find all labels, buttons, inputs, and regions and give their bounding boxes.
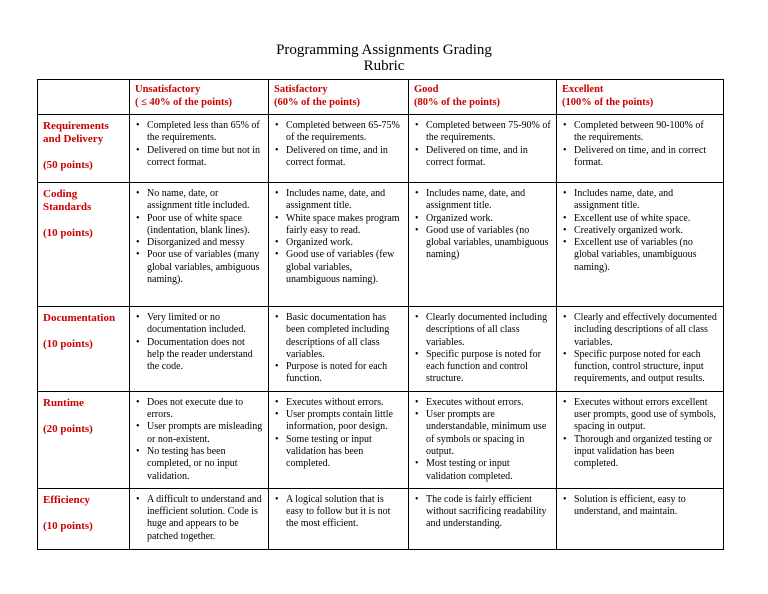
rubric-bullet: • Delivered on time but not in correct format. [147,145,263,170]
rubric-bullet: • Organized work. [286,237,403,249]
header-name: Good [414,84,439,95]
rubric-bullet: • Delivered on time, and in correct format. [426,145,551,170]
header-name: Satisfactory [274,84,328,95]
rating-cell [557,183,724,307]
rubric-bullet: • Completed between 75-90% of the requirements. [426,120,551,145]
header-name: Unsatisfactory [135,84,201,95]
criterion-cell [38,488,130,549]
rating-cell [130,307,269,392]
criterion-label: Coding Standards [43,188,92,213]
rubric-table [37,79,724,550]
rating-cell [269,183,409,307]
rubric-bullet: • Poor use of variables (many global variables, ambiguous naming). [147,249,263,286]
rating-cell [409,307,557,392]
header-range: (60% of the points) [274,97,361,108]
rating-cell [130,488,269,549]
rubric-bullet: • Delivered on time, and in correct format. [286,145,403,170]
rating-bullets [135,494,263,543]
criterion-cell [38,115,130,183]
rating-bullets [135,397,263,483]
rating-cell [269,391,409,488]
criterion-points: (50 points) [43,159,93,171]
rubric-bullet: • Thorough and organized testing or input validation has been completed. [574,434,718,471]
criterion-label: Runtime [43,396,84,409]
rubric-bullet: • Some testing or input validation has been completed. [286,434,403,471]
rubric-bullet: • Clearly documented including descriptions of all class variables. [426,312,551,349]
rating-bullets [135,188,263,286]
rating-bullets [274,188,403,286]
rating-bullets [135,312,263,373]
header-corner [38,80,130,115]
rating-bullets [274,312,403,386]
rating-bullets [274,494,403,531]
rubric-bullet: • No name, date, or assignment title included. [147,188,263,213]
rubric-bullet: • Most testing or input validation completed. [426,458,551,483]
criterion-label: Efficiency [43,493,91,506]
header-excellent [557,80,724,115]
rating-cell [130,391,269,488]
rubric-bullet: • Excellent use of variables (no global variables, unambiguous naming). [574,237,718,274]
criterion-label: Documentation [43,312,116,324]
rubric-bullet: • Very limited or no documentation included. [147,312,263,337]
title-line-2: Rubric [363,58,405,74]
rubric-bullet: • White space makes program fairly easy to read. [286,213,403,238]
rubric-bullet: • Good use of variables (no global variables, unambiguous naming) [426,225,551,262]
rating-bullets [274,397,403,471]
rubric-bullet: • Executes without errors. [286,397,403,409]
rating-cell [557,115,724,183]
criterion-label: Requirements and Delivery [43,120,109,145]
rubric-bullet: • Clearly and effectively documented including descriptions of all class variables. [574,312,718,349]
rubric-bullet: • User prompts are understandable, minimum use of symbols or spacing in output. [426,409,551,458]
header-range: (80% of the points) [414,97,501,108]
table-row [38,488,724,549]
rating-cell [409,115,557,183]
rubric-bullet: • No testing has been completed, or no input validation. [147,446,263,483]
criterion-cell [38,183,130,307]
rubric-bullet: • Organized work. [426,213,551,225]
rating-cell [409,391,557,488]
rating-cell [130,183,269,307]
rubric-bullet: • A logical solution that is easy to follow but it is not the most efficient. [286,494,403,531]
rating-cell [269,115,409,183]
table-row [38,183,724,307]
header-name: Excellent [562,84,604,95]
criterion-cell [38,307,130,392]
rubric-bullet: • A difficult to understand and inefficient solution. Code is huge and appears to be patched together. [147,494,263,543]
rating-cell [269,488,409,549]
rubric-bullet: • Documentation does not help the reader understand the code. [147,337,263,374]
rating-bullets [562,312,718,386]
header-range: (100% of the points) [562,97,654,108]
rubric-bullet: • Completed between 90-100% of the requirements. [574,120,718,145]
rubric-bullet: • Solution is efficient, easy to understand, and maintain. [574,494,718,519]
criterion-points: (10 points) [43,519,93,532]
rating-bullets [414,494,551,531]
rubric-bullet: • Good use of variables (few global variables, unambiguous naming). [286,249,403,286]
rating-cell [409,488,557,549]
rating-bullets [135,120,263,169]
table-row [38,307,724,392]
rubric-bullet: • User prompts contain little information, poor design. [286,409,403,434]
rubric-bullet: • Purpose is noted for each function. [286,361,403,386]
criterion-cell [38,391,130,488]
header-satisfactory [269,80,409,115]
rubric-bullet: • User prompts are misleading or non-existent. [147,421,263,446]
rating-bullets [414,397,551,483]
rubric-bullet: • Delivered on time, and in correct format. [574,145,718,170]
rubric-bullet: • Poor use of white space (indentation, blank lines). [147,213,263,238]
header-good [409,80,557,115]
rubric-bullet: • Includes name, date, and assignment title. [286,188,403,213]
rubric-bullet: • Specific purpose is noted for each function and control structure. [426,349,551,386]
page-title [0,42,768,74]
rubric-bullet: • The code is fairly efficient without sacrificing readability and understanding. [426,494,551,531]
rubric-bullet: • Completed between 65-75% of the requirements. [286,120,403,145]
rating-bullets [562,494,718,519]
rating-bullets [414,120,551,169]
rating-bullets [562,188,718,274]
rating-bullets [414,312,551,386]
table-row [38,115,724,183]
title-line-1: Programming Assignments Grading [276,42,492,58]
rating-bullets [414,188,551,262]
rubric-bullet: • Does not execute due to errors. [147,397,263,422]
table-row [38,391,724,488]
rubric-bullet: • Executes without errors excellent user prompts, good use of symbols, spacing in output. [574,397,718,434]
header-range: ( ≤ 40% of the points) [135,97,233,108]
rating-cell [557,391,724,488]
rating-cell [409,183,557,307]
header-unsatisfactory [130,80,269,115]
rubric-bullet: • Completed less than 65% of the requirements. [147,120,263,145]
rating-bullets [274,120,403,169]
rubric-bullet: • Includes name, date, and assignment title. [574,188,718,213]
rubric-bullet: • Excellent use of white space. [574,213,718,225]
rubric-bullet: • Specific purpose noted for each function, control structure, input requirements, and output results. [574,349,718,386]
rubric-bullet: • Includes name, date, and assignment title. [426,188,551,213]
header-row [38,80,724,115]
criterion-points: (10 points) [43,338,93,350]
rating-bullets [562,397,718,471]
rubric-bullet: • Disorganized and messy [147,237,263,249]
rubric-bullet: • Basic documentation has been completed including descriptions of all class variables. [286,312,403,361]
criterion-points: (10 points) [43,227,93,239]
rating-bullets [562,120,718,169]
rating-cell [130,115,269,183]
rating-cell [557,307,724,392]
rubric-bullet: • Executes without errors. [426,397,551,409]
criterion-points: (20 points) [43,422,93,435]
rating-cell [269,307,409,392]
rubric-bullet: • Creatively organized work. [574,225,718,237]
rating-cell [557,488,724,549]
